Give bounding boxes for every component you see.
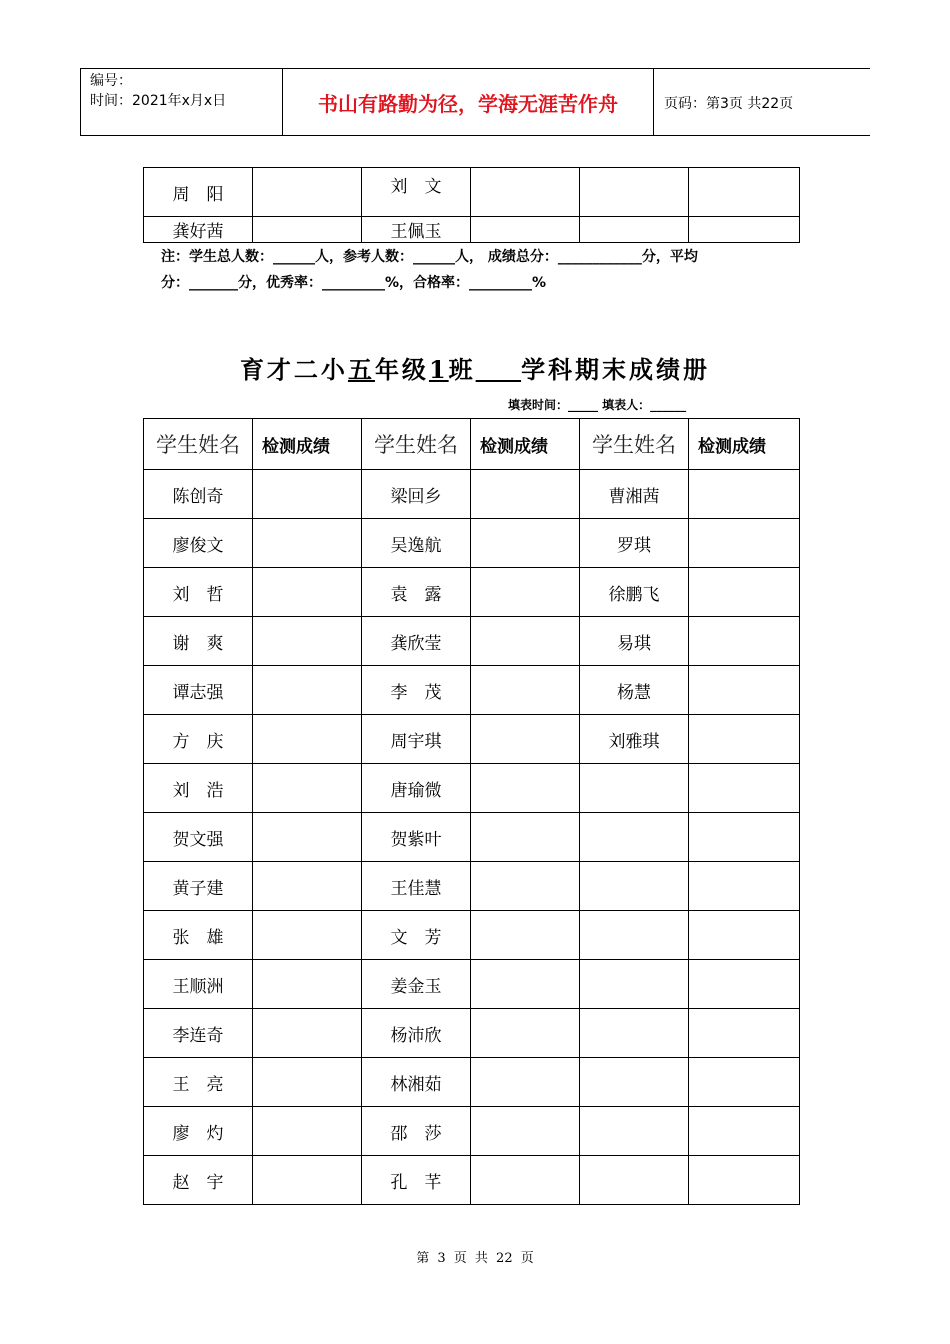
student-name: 吴逸航 bbox=[362, 519, 471, 568]
student-name: 贺紫叶 bbox=[362, 813, 471, 862]
score-cell[interactable] bbox=[689, 1009, 800, 1058]
page-title bbox=[0, 350, 950, 385]
score-cell[interactable] bbox=[471, 519, 580, 568]
table-row bbox=[144, 862, 800, 911]
header-page-info: 页码：第3页 共22页 bbox=[664, 96, 794, 112]
student-name bbox=[580, 217, 689, 243]
score-cell[interactable] bbox=[689, 1156, 800, 1205]
score-cell[interactable] bbox=[253, 666, 362, 715]
score-cell[interactable] bbox=[689, 1107, 800, 1156]
score-cell[interactable] bbox=[471, 568, 580, 617]
student-name: 刘雅琪 bbox=[580, 715, 689, 764]
score-cell[interactable] bbox=[689, 168, 800, 217]
student-name bbox=[580, 168, 689, 217]
student-name: 张 雄 bbox=[144, 911, 253, 960]
table-row bbox=[144, 666, 800, 715]
score-cell[interactable] bbox=[253, 470, 362, 519]
title-grade-suffix: 年级 bbox=[374, 355, 429, 384]
score-cell[interactable] bbox=[689, 617, 800, 666]
student-name bbox=[580, 1058, 689, 1107]
student-name: 谭志强 bbox=[144, 666, 253, 715]
student-name: 谢 爽 bbox=[144, 617, 253, 666]
student-name: 易琪 bbox=[580, 617, 689, 666]
table-row bbox=[144, 617, 800, 666]
score-cell[interactable] bbox=[253, 715, 362, 764]
title-class-suffix: 班 bbox=[448, 355, 476, 384]
score-cell[interactable] bbox=[689, 862, 800, 911]
student-name: 龚欣莹 bbox=[362, 617, 471, 666]
score-cell[interactable] bbox=[689, 568, 800, 617]
score-cell[interactable] bbox=[253, 217, 362, 243]
student-name bbox=[580, 764, 689, 813]
table-row bbox=[144, 1058, 800, 1107]
score-cell[interactable] bbox=[471, 1058, 580, 1107]
student-name: 邵 莎 bbox=[362, 1107, 471, 1156]
page-header bbox=[80, 68, 870, 136]
student-name: 周宇琪 bbox=[362, 715, 471, 764]
student-name bbox=[580, 1156, 689, 1205]
student-name: 曹湘茜 bbox=[580, 470, 689, 519]
table-row bbox=[144, 519, 800, 568]
student-name: 文 芳 bbox=[362, 911, 471, 960]
table-row bbox=[144, 168, 800, 217]
score-cell[interactable] bbox=[471, 168, 580, 217]
note-line-2: 分：_______分，优秀率：_________%，合格率：_________% bbox=[161, 275, 547, 291]
score-cell[interactable] bbox=[471, 715, 580, 764]
table-row bbox=[144, 813, 800, 862]
student-name: 刘 浩 bbox=[144, 764, 253, 813]
score-cell[interactable] bbox=[689, 519, 800, 568]
table-body bbox=[144, 470, 800, 1205]
score-cell[interactable] bbox=[471, 666, 580, 715]
column-header-name: 学生姓名 bbox=[144, 419, 253, 470]
fill-info: 填表时间：_____ 填表人：______ bbox=[508, 398, 687, 412]
table-row bbox=[144, 217, 800, 243]
score-cell[interactable] bbox=[253, 1156, 362, 1205]
student-name: 袁 露 bbox=[362, 568, 471, 617]
table-row bbox=[144, 911, 800, 960]
table-row bbox=[144, 1107, 800, 1156]
score-cell[interactable] bbox=[253, 1009, 362, 1058]
student-name: 罗琪 bbox=[580, 519, 689, 568]
student-name bbox=[580, 1107, 689, 1156]
score-cell[interactable] bbox=[253, 519, 362, 568]
student-name: 刘 文 bbox=[362, 168, 471, 217]
column-header-score: 检测成绩 bbox=[471, 419, 580, 470]
title-class-number: 1 bbox=[428, 355, 449, 384]
student-name: 杨沛欣 bbox=[362, 1009, 471, 1058]
title-grade: 五 bbox=[347, 355, 375, 384]
header-motto: 书山有路勤为径，学海无涯苦作舟 bbox=[282, 69, 654, 135]
student-name bbox=[580, 1009, 689, 1058]
student-name: 王佩玉 bbox=[362, 217, 471, 243]
student-name: 陈创奇 bbox=[144, 470, 253, 519]
student-name: 廖 灼 bbox=[144, 1107, 253, 1156]
score-cell[interactable] bbox=[253, 568, 362, 617]
student-name: 王顺洲 bbox=[144, 960, 253, 1009]
student-name: 刘 哲 bbox=[144, 568, 253, 617]
table-row bbox=[144, 1156, 800, 1205]
student-name: 王 亮 bbox=[144, 1058, 253, 1107]
student-name bbox=[580, 960, 689, 1009]
student-name: 杨慧 bbox=[580, 666, 689, 715]
column-header-score: 检测成绩 bbox=[689, 419, 800, 470]
student-name: 赵 宇 bbox=[144, 1156, 253, 1205]
score-cell[interactable] bbox=[253, 617, 362, 666]
table-header-row bbox=[144, 419, 800, 470]
student-name: 徐鹏飞 bbox=[580, 568, 689, 617]
note-line-1: 注：学生总人数：______人，参考人数：______人， 成绩总分：____________分，平均 bbox=[161, 249, 698, 265]
score-cell[interactable] bbox=[689, 764, 800, 813]
score-cell[interactable] bbox=[471, 862, 580, 911]
score-cell[interactable] bbox=[689, 715, 800, 764]
score-cell[interactable] bbox=[689, 217, 800, 243]
top-score-table bbox=[143, 167, 800, 243]
title-prefix: 育才二小 bbox=[239, 355, 348, 384]
student-name bbox=[580, 813, 689, 862]
score-cell[interactable] bbox=[471, 960, 580, 1009]
score-cell[interactable] bbox=[471, 470, 580, 519]
score-cell[interactable] bbox=[689, 1058, 800, 1107]
student-name: 方 庆 bbox=[144, 715, 253, 764]
score-cell[interactable] bbox=[253, 1107, 362, 1156]
score-cell[interactable] bbox=[253, 813, 362, 862]
table-row bbox=[144, 960, 800, 1009]
main-score-table bbox=[143, 418, 800, 1205]
title-suffix: 学科期末成绩册 bbox=[521, 355, 711, 384]
table-row bbox=[144, 568, 800, 617]
score-cell[interactable] bbox=[471, 764, 580, 813]
header-meta bbox=[80, 69, 282, 135]
score-cell[interactable] bbox=[689, 960, 800, 1009]
student-name: 李连奇 bbox=[144, 1009, 253, 1058]
score-cell[interactable] bbox=[471, 911, 580, 960]
table-row bbox=[144, 715, 800, 764]
score-cell[interactable] bbox=[471, 813, 580, 862]
score-cell[interactable] bbox=[253, 168, 362, 217]
student-name: 孔 芊 bbox=[362, 1156, 471, 1205]
column-header-name: 学生姓名 bbox=[580, 419, 689, 470]
score-cell[interactable] bbox=[689, 813, 800, 862]
student-name: 唐瑜微 bbox=[362, 764, 471, 813]
score-cell[interactable] bbox=[253, 960, 362, 1009]
student-name: 黄子建 bbox=[144, 862, 253, 911]
student-name: 王佳慧 bbox=[362, 862, 471, 911]
score-cell[interactable] bbox=[253, 764, 362, 813]
column-header-score: 检测成绩 bbox=[253, 419, 362, 470]
table-row bbox=[144, 1009, 800, 1058]
student-name: 林湘茹 bbox=[362, 1058, 471, 1107]
summary-note bbox=[161, 244, 811, 296]
number-label: 编号： bbox=[90, 73, 132, 89]
score-cell[interactable] bbox=[471, 1156, 580, 1205]
student-name bbox=[580, 911, 689, 960]
score-cell[interactable] bbox=[253, 862, 362, 911]
student-name: 贺文强 bbox=[144, 813, 253, 862]
student-name: 廖俊文 bbox=[144, 519, 253, 568]
score-cell[interactable] bbox=[471, 217, 580, 243]
student-name: 李 茂 bbox=[362, 666, 471, 715]
page-footer: 第 3 页 共 22 页 bbox=[416, 1251, 534, 1266]
score-cell[interactable] bbox=[471, 1009, 580, 1058]
student-name: 姜金玉 bbox=[362, 960, 471, 1009]
student-name bbox=[580, 862, 689, 911]
score-cell[interactable] bbox=[471, 617, 580, 666]
table-row bbox=[144, 764, 800, 813]
student-name: 周 阳 bbox=[144, 168, 253, 217]
score-cell[interactable] bbox=[253, 1058, 362, 1107]
title-subject-blank bbox=[476, 355, 521, 384]
score-cell[interactable] bbox=[689, 470, 800, 519]
score-cell[interactable] bbox=[689, 666, 800, 715]
student-name: 龚好茜 bbox=[144, 217, 253, 243]
student-name: 梁回乡 bbox=[362, 470, 471, 519]
score-cell[interactable] bbox=[689, 911, 800, 960]
time-label: 时间：2021年x月x日 bbox=[90, 93, 227, 109]
score-cell[interactable] bbox=[471, 1107, 580, 1156]
score-cell[interactable] bbox=[253, 911, 362, 960]
column-header-name: 学生姓名 bbox=[362, 419, 471, 470]
table-row bbox=[144, 470, 800, 519]
